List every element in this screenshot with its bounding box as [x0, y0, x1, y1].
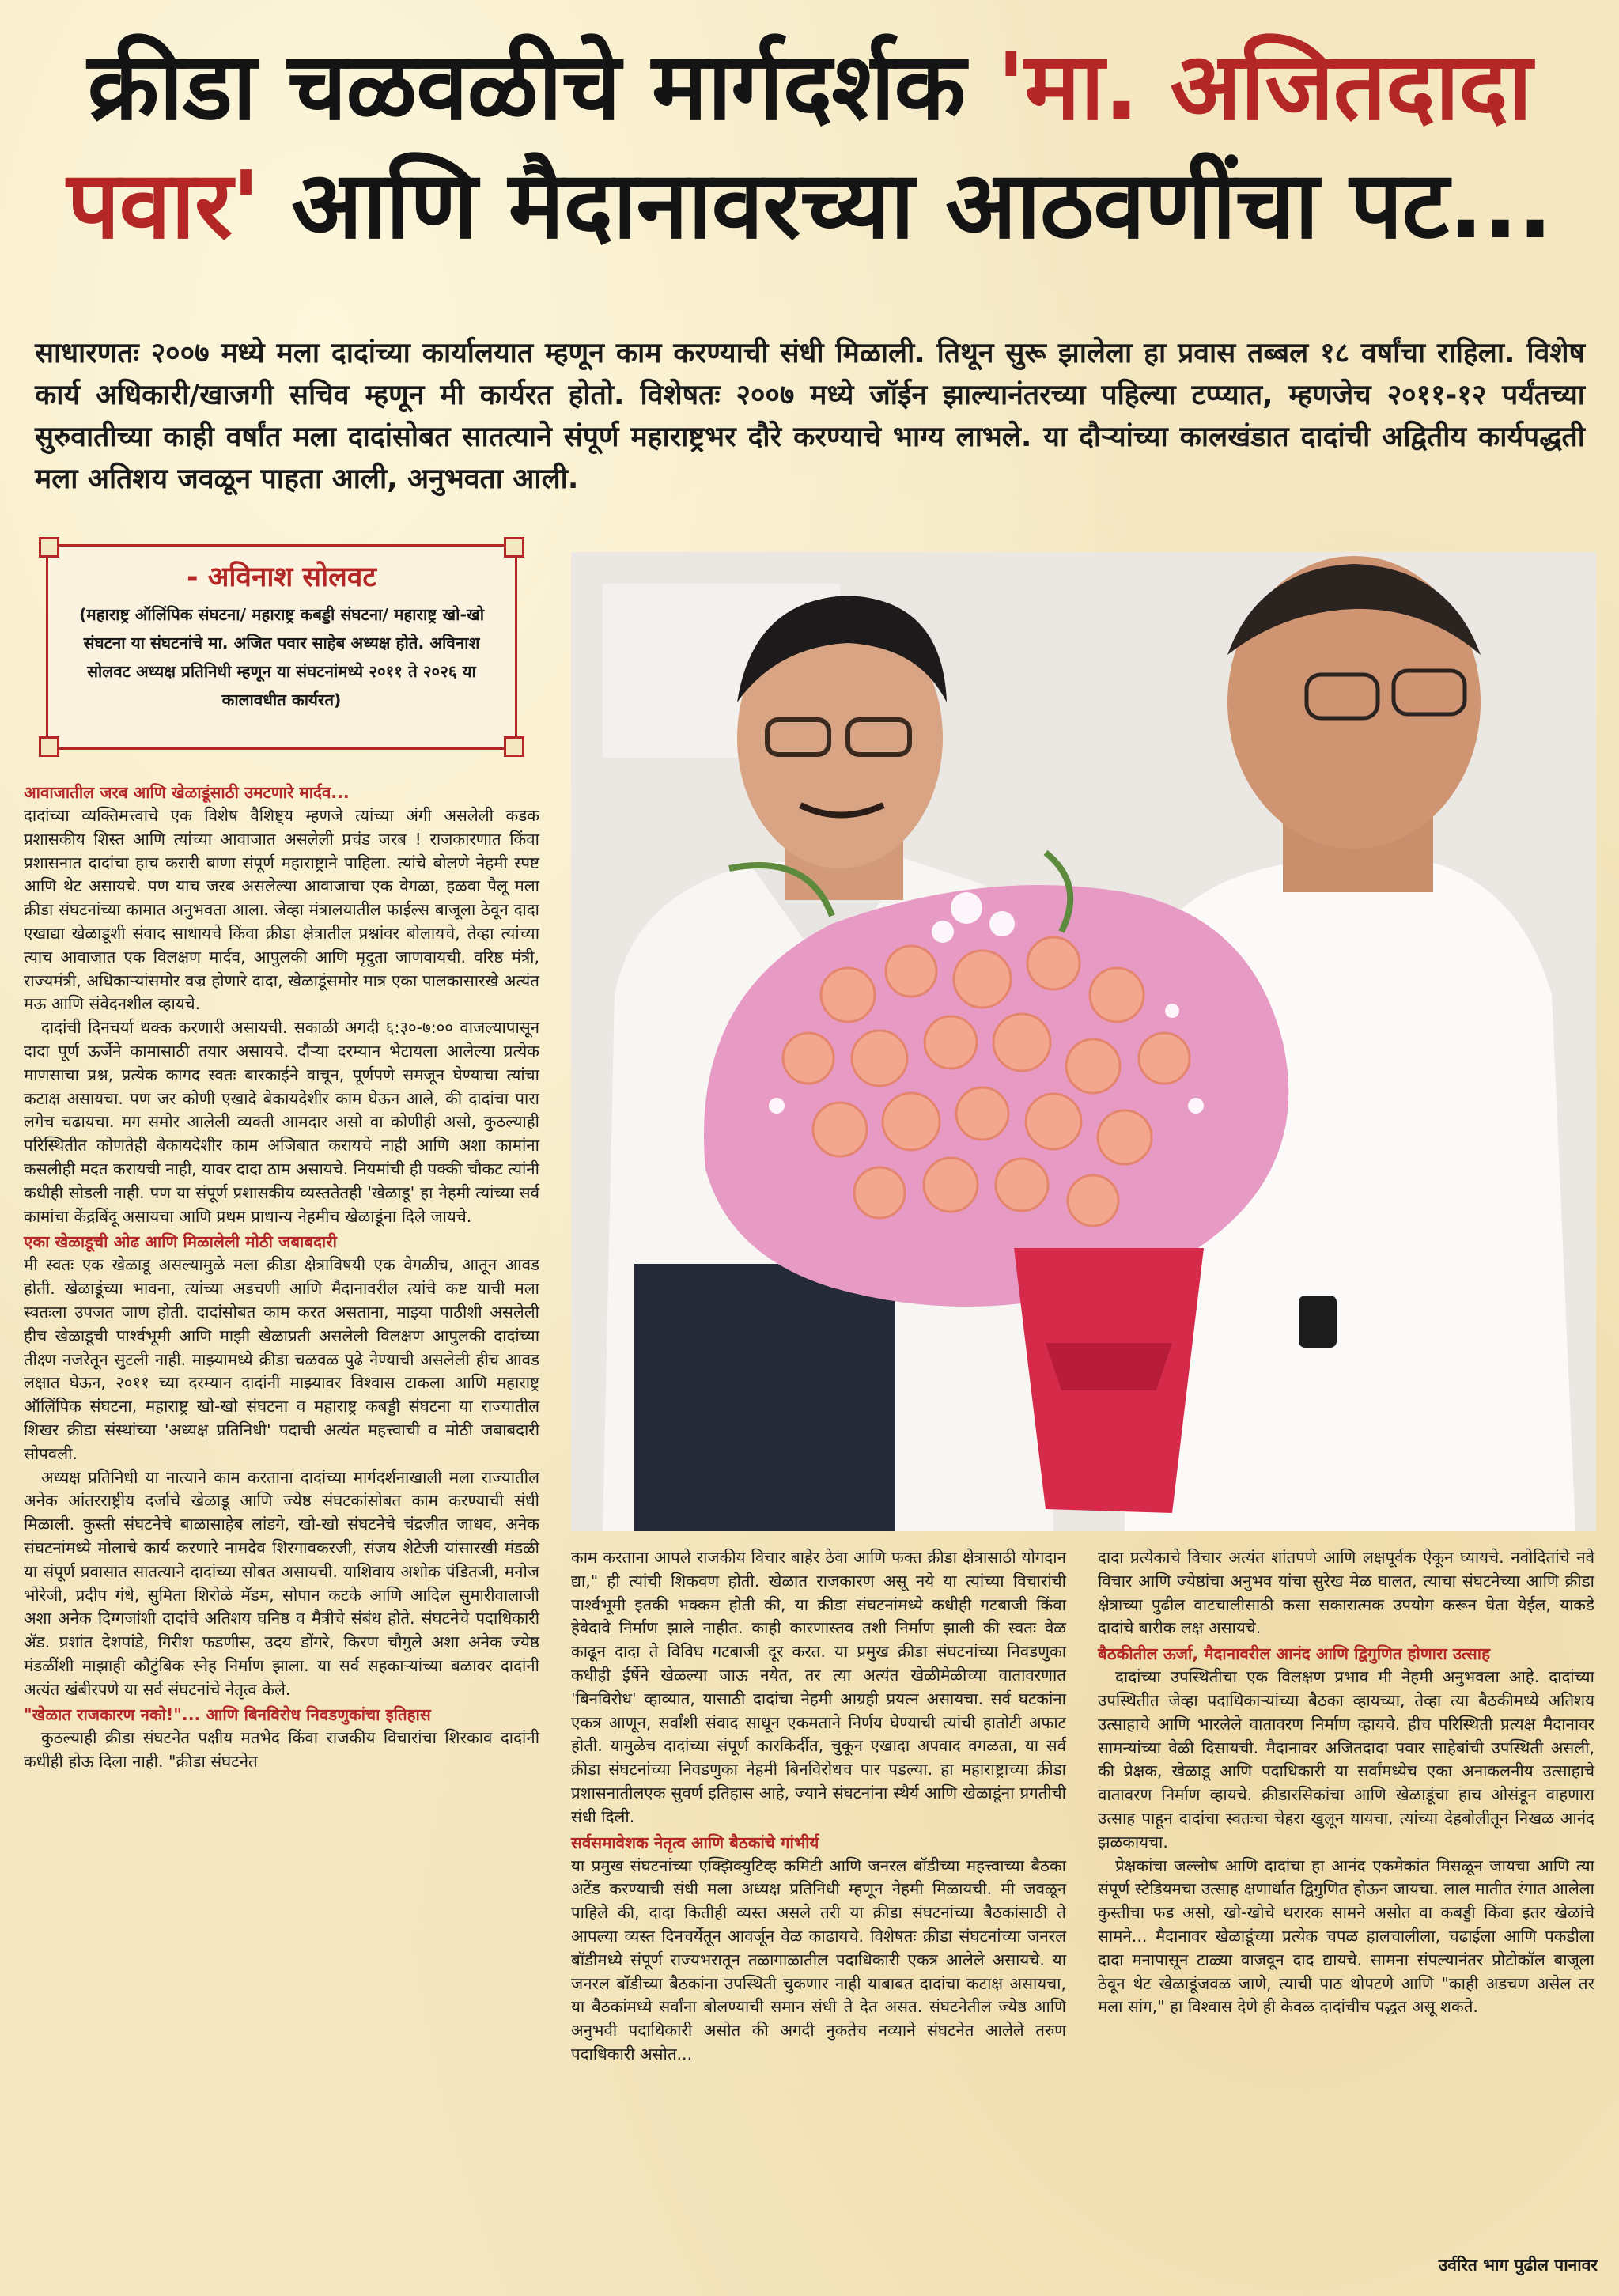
- paragraph: दादांच्या व्यक्तिमत्त्वाचे एक विशेष वैशिष्ट्य म्हणजे त्यांच्या अंगी असलेली कडक प्रशासकीय शिस्त आणि त्यांच्या आवाजात असलेली प्रचंड जरब ! राजकारणात किंवा प्रशासनात दादांचा हाच करारी बाणा संपूर्ण महाराष्ट्राने पाहिला. त्यांचे बोलणे नेहमी स्पष्ट आणि थेट असायचे. पण याच जरब असलेल्या आवाजाचा एक वेगळा, हळवा पैलू मला क्रीडा संघटनांच्या कामात अनुभवता आला. जेव्हा मंत्रालयातील फाईल्स बाजूला ठेवून दादा एखाद्या खेळाडूशी संवाद साधायचे किंवा क्रीडा क्षेत्रातील प्रश्नांवर बोलायचे, तेव्हा त्यांच्या त्याच आवाजात एक विलक्षण मार्दव, आपुलकी आणि मृदुता जाणवायची. वरिष्ठ मंत्री, राज्यमंत्री, अधिकाऱ्यांसमोर वज्र होणारे दादा, खेळाडूंसमोर मात्र एका पालकासारखे अत्यंत मऊ आणि संवेदनशील व्हायचे.: [24, 806, 539, 1014]
- article-column-2: [571, 1546, 1066, 2067]
- box-corner-ornament: [39, 537, 59, 558]
- subheading: एका खेळाडूची ओढ आणि मिळालेली मोठी जबाबदारी: [24, 1232, 337, 1252]
- paragraph: या प्रमुख संघटनांच्या एक्झिक्युटिव्ह कमिटी आणि जनरल बॉडीच्या महत्त्वाच्या बैठका अटेंड करण्याची संधी मला अध्यक्ष प्रतिनिधी म्हणून नेहमी मिळायची. मी जवळून पाहिले की, दादा कितीही व्यस्त असले तरी या क्रीडा संघटनांच्या बैठकांसाठी ते आपल्या व्यस्त दिनचर्येतून आवर्जून वेळ काढायचे. विशेषतः क्रीडा संघटनांच्या जनरल बॉडीमध्ये संपूर्ण राज्यभरातून तळागाळातील पदाधिकारी एकत्र आलेले असायचे. या जनरल बॉडीच्या बैठकांना उपस्थिती चुकणार नाही याबाबत दादांचा कटाक्ष असायचा, या बैठकांमध्ये सर्वांना बोलण्याची समान संधी ते देत असत. संघटनेतील ज्येष्ठ आणि अनुभवी पदाधिकारी असोत की अगदी नुकतेच नव्याने संघटनेत आलेले तरुण पदाधिकारी असोत...: [571, 1855, 1066, 2063]
- box-corner-ornament: [504, 537, 524, 558]
- intro-paragraph: साधारणतः २००७ मध्ये मला दादांच्या कार्यालयात म्हणून काम करण्याची संधी मिळाली. तिथून सुरू झालेला हा प्रवास तब्बल १८ वर्षांचा राहिला. विशेष कार्य अधिकारी/खाजगी सचिव म्हणून मी कार्यरत होतो. विशेषतः २००७ मध्ये जॉईन झाल्यानंतरच्या पहिल्या टप्प्यात, म्हणजेच २०११-१२ पर्यंतच्या सुरुवातीच्या काही वर्षांत मला दादांसोबत सातत्याने संपूर्ण महाराष्ट्रभर दौरे करण्याचे भाग्य लाभले. या दौऱ्यांच्या कालखंडात दादांची अद्वितीय कार्यपद्धती मला अतिशय जवळून पाहता आली, अनुभवता आली.: [35, 337, 1585, 495]
- subheading: सर्वसमावेशक नेतृत्व आणि बैठकांचे गांभीर्य: [571, 1833, 819, 1852]
- subheading: बैठकीतील ऊर्जा, मैदानावरील आनंद आणि द्विगुणित होणारा उत्साह: [1098, 1644, 1490, 1664]
- photo-bouquet-handover: [571, 552, 1596, 1531]
- paragraph: कुठल्याही क्रीडा संघटनेत पक्षीय मतभेद किंवा राजकीय विचारांचा शिरकाव दादांनी कधीही होऊ दिला नाही. "क्रीडा संघटनेत: [24, 1728, 539, 1772]
- author-name: - अविनाश सोलवट: [186, 562, 376, 593]
- paragraph: अध्यक्ष प्रतिनिधी या नात्याने काम करताना दादांच्या मार्गदर्शनाखाली मला राज्यातील अनेक आंतरराष्ट्रीय दर्जाचे खेळाडू आणि ज्येष्ठ संघटकांसोबत काम करण्याची संधी मिळाली. कुस्ती संघटनेचे बाळासाहेब लांडगे, खो-खो संघटनेचे चंद्रजीत जाधव, अनेक संघटनांमध्ये मोलाचे कार्य करणारे नामदेव शिरगावकरजी, संजय शेटेजी यांसारखी मंडळी या संपूर्ण प्रवासात सातत्याने दादांच्या सोबत असायची. याशिवाय अशोक पंडितजी, मनोज भोरेजी, प्रदीप गंधे, सुमिता शिरोळे मॅडम, सोपान कटके आणि आदिल सुमारीवालाजी अशा अनेक दिग्गजांशी दादांचे अतिशय घनिष्ठ व मैत्रीचे संबंध होते. संघटनेचे पदाधिकारी ॲड. प्रशांत देशपांडे, गिरीश फडणीस, उदय डोंगरे, किरण चौगुले अशा अनेक ज्येष्ठ मंडळींशी माझाही कौटुंबिक स्नेह निर्माण झाला. या सर्व सहकाऱ्यांच्या बळावर दादांनी अत्यंत खंबीरपणे या सर्व संघटनांचे नेतृत्व केले.: [24, 1467, 539, 1699]
- box-corner-ornament: [504, 736, 524, 757]
- continued-on-next-page: उर्वरित भाग पुढील पानावर: [1438, 2256, 1598, 2275]
- article-column-3: [1098, 1546, 1594, 2019]
- headline-part-1: क्रीडा चळवळीचे मार्गदर्शक: [87, 32, 997, 141]
- headline: [24, 27, 1595, 264]
- paragraph: दादांच्या उपस्थितीचा एक विलक्षण प्रभाव मी नेहमी अनुभवला आहे. दादांच्या उपस्थितीत जेव्हा पदाधिकाऱ्यांच्या बैठका व्हायच्या, तेव्हा त्या बैठकीमध्ये अतिशय उत्साहाचे आणि भारलेले वातावरण निर्माण व्हायचे. हीच परिस्थिती प्रत्यक्ष मैदानावर सामन्यांच्या वेळी दिसायची. मैदानावर अजितदादा पवार साहेबांची उपस्थिती असली, की प्रेक्षक, खेळाडू आणि पदाधिकारी या सर्वांमध्येच एका अनाकलनीय उत्साहाचे वातावरण निर्माण व्हायचे. क्रीडारसिकांचा आणि खेळाडूंचा हाच ओसंडून वाहणारा उत्साह पाहून दादांचा स्वतःचा चेहरा खुलून यायचा, त्यांच्या देहबोलीतून निखळ आनंद झळकायचा.: [1098, 1667, 1594, 1852]
- article-column-1: [24, 779, 539, 1774]
- headline-name-part-1: 'मा. अजितदादा: [997, 32, 1532, 141]
- headline-part-2: आणि मैदानावरच्या आठवणींचा पट...: [259, 150, 1553, 259]
- photo-illustration: [571, 552, 1596, 1531]
- author-box: [46, 544, 517, 750]
- paragraph: दादा प्रत्येकाचे विचार अत्यंत शांतपणे आणि लक्षपूर्वक ऐकून घ्यायचे. नवोदितांचे नवे विचार आणि ज्येष्ठांचा अनुभव यांचा सुरेख मेळ घालत, त्याचा संघटनेच्या आणि क्रीडा क्षेत्राच्या पुढील वाटचालीसाठी कसा सकारात्मक उपयोग करून घेता येईल, याकडे दादांचे बारीक लक्ष असायचे.: [1098, 1548, 1594, 1638]
- subheading: "खेळात राजकारण नको!"... आणि बिनविरोध निवडणुकांचा इतिहास: [24, 1705, 431, 1725]
- paragraph: काम करताना आपले राजकीय विचार बाहेर ठेवा आणि फक्त क्रीडा क्षेत्रासाठी योगदान द्या," ही त्यांची शिकवण होती. खेळात राजकारण असू नये या त्यांच्या विचारांची पार्श्वभूमी इतकी भक्कम होती की, या क्रीडा संघटनांमध्ये कधीही गटबाजी किंवा हेवेदावे निर्माण झाले नाहीत. काही कारणास्तव तशी निर्माण झाली की स्वतः वेळ काढून दादा ते विविध गटबाजी दूर करत. या प्रमुख क्रीडा संघटनांच्या निवडणुका कधीही ईर्षेने खेळल्या जाऊ नयेत, तर त्या अत्यंत खेळीमेळीच्या वातावरणात 'बिनविरोध' व्हाव्यात, यासाठी दादांचा नेहमी आग्रही प्रयत्न असायचा. सर्व घटकांना एकत्र आणून, सर्वांशी संवाद साधून एकमताने निर्णय घेण्याची त्यांची हातोटी अफाट होती. यामुळेच दादांच्या संपूर्ण कारकिर्दीत, चुकून एखादा अपवाद वगळता, या सर्व क्रीडा संघटनांच्या निवडणुका नेहमी बिनविरोधच पार पडल्या. हा महाराष्ट्राच्या क्रीडा प्रशासनातीलएक सुवर्ण इतिहास आहे, ज्याने संघटनांना स्थैर्य आणि खेळाडूंना प्रगतीची संधी दिली.: [571, 1548, 1066, 1826]
- headline-name-part-2: पवार': [66, 150, 260, 259]
- box-corner-ornament: [39, 736, 59, 757]
- paragraph: मी स्वतः एक खेळाडू असल्यामुळे मला क्रीडा क्षेत्राविषयी एक वेगळीच, आतून आवड होती. खेळाडूंच्या भावना, त्यांच्या अडचणी आणि मैदानावरील त्यांचे कष्ट याची मला स्वतःला उपजत जाण होती. दादांसोबत काम करत असताना, माझ्या पाठीशी असलेली हीच खेळाडूची पार्श्वभूमी आणि माझी खेळाप्रती असलेली विलक्षण आपुलकी दादांच्या तीक्ष्ण नजरेतून सुटली नाही. माझ्यामध्ये क्रीडा चळवळ पुढे नेण्याची असलेली हीच आवड लक्षात घेऊन, २०११ च्या दरम्यान दादांनी माझ्यावर विश्वास टाकला आणि महाराष्ट्र ऑलिंपिक संघटना, महाराष्ट्र खो-खो संघटना व महाराष्ट्र कबड्डी संघटना या राज्यातील शिखर क्रीडा संस्थांच्या 'अध्यक्ष प्रतिनिधी' पदाची अत्यंत महत्त्वाची व मोठी जबाबदारी सोपवली.: [24, 1255, 539, 1463]
- paragraph: दादांची दिनचर्या थक्क करणारी असायची. सकाळी अगदी ६:३०-७:०० वाजल्यापासून दादा पूर्ण ऊर्जेने कामासाठी तयार असायचे. दौऱ्या दरम्यान भेटायला आलेल्या प्रत्येक माणसाचा प्रश्न, प्रत्येक कागद स्वतः बारकाईने वाचून, पूर्णपणे समजून घेण्याचा त्यांचा कटाक्ष असायचा. पण जर कोणी एखादे बेकायदेशीर काम घेऊन आले, की दादांचा पारा लगेच चढायचा. मग समोर आलेली व्यक्ती आमदार असो वा कोणीही असो, कुठल्याही परिस्थितीत कोणतेही बेकायदेशीर काम अजिबात करायचे नाही आणि अशा कामांना कसलीही मदत करायची नाही, यावर दादा ठाम असायचे. नियमांची ही पक्की चौकट त्यांनी कधीही सोडली नाही. पण या संपूर्ण प्रशासकीय व्यस्ततेतही 'खेळाडू' हा नेहमी त्यांच्या सर्व कामांचा केंद्रबिंदू असायचा आणि प्रथम प्राधान्य नेहमीच खेळाडूंना दिले जायचे.: [24, 1018, 539, 1226]
- subheading: आवाजातील जरब आणि खेळाडूंसाठी उमटणारे मार्दव...: [24, 783, 350, 802]
- author-affiliation: (महाराष्ट्र ऑलिंपिक संघटना/ महाराष्ट्र कबड्डी संघटना/ महाराष्ट्र खो-खो संघटना या संघटनांचे मा. अजित पवार साहेब अध्यक्ष होते. अविनाश सोलवट अध्यक्ष प्रतिनिधी म्हणून या संघटनांमध्ये २०११ ते २०२६ या कालावधीत कार्यरत): [78, 605, 485, 709]
- paragraph: प्रेक्षकांचा जल्लोष आणि दादांचा हा आनंद एकमेकांत मिसळून जायचा आणि त्या संपूर्ण स्टेडियमचा उत्साह क्षणार्धात द्विगुणित होऊन जायचा. लाल मातीत रंगात आलेला कुस्तीचा फड असो, खो-खोचे थरारक सामने असोत वा कबड्डी किंवा इतर खेळांचे सामने... मैदानावर खेळाडूंच्या प्रत्येक चपळ हालचालीला, चढाईला आणि पकडीला दादा मनापासून टाळ्या वाजवून दाद द्यायचे. सामना संपल्यानंतर प्रोटोकॉल बाजूला ठेवून थेट खेळाडूंजवळ जाणे, त्याची पाठ थोपटणे आणि "काही अडचण असेल तर मला सांग," हा विश्वास देणे ही केवळ दादांचीच पद्धत असू शकते.: [1098, 1855, 1594, 2017]
